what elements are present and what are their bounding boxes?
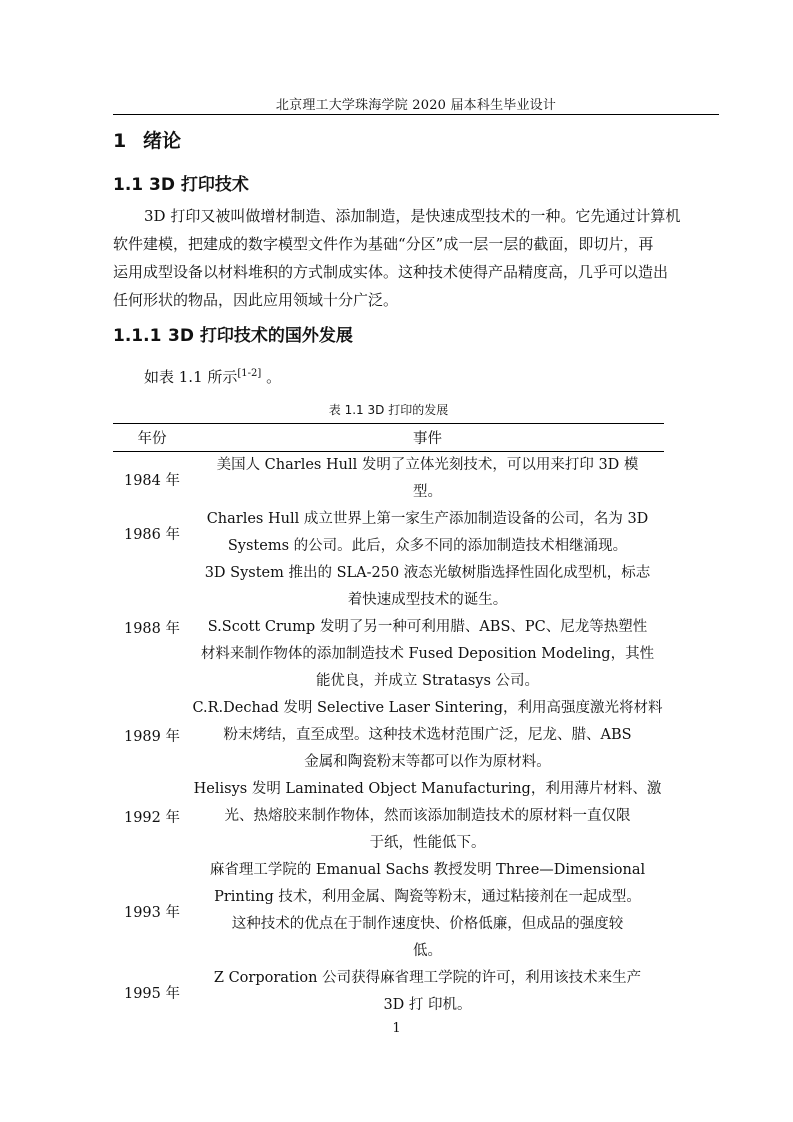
event-line: 3D System 推出的 SLA-250 液态光敏树脂选择性固化成型机，标志 — [204, 565, 651, 581]
event-line: Printing 技术，利用金属、陶瓷等粉末，通过粘接剂在一起成型。 — [214, 889, 641, 905]
header-year: 年份 — [113, 424, 191, 452]
table-row — [113, 965, 664, 1019]
event-cell — [191, 857, 664, 965]
event-line: Z Corporation 公司获得麻省理工学院的许可，利用该技术来生产 — [213, 970, 642, 986]
table-row — [113, 506, 664, 560]
reference-text: 如表 1.1 所示 — [144, 368, 238, 386]
event-cell — [191, 452, 664, 507]
year-cell: 1984 年 — [123, 472, 180, 489]
table-header-row — [113, 424, 664, 452]
reference-suffix: 。 — [261, 368, 282, 386]
year-cell: 1989 年 — [123, 729, 180, 745]
chapter-number: 1 — [113, 130, 127, 152]
event-line: 粉末烤结，直至成型。这种技术选材范围广泛，尼龙、腊、ABS — [223, 727, 632, 743]
event-line: 着快速成型技术的诞生。 — [347, 592, 508, 608]
table-row — [113, 857, 664, 965]
event-line: 3D 打 印机。 — [383, 997, 472, 1013]
running-header: 北京理工大学珠海学院 2020 届本科生毕业设计 — [275, 98, 557, 113]
page-number: 1 — [392, 1021, 401, 1036]
paragraph-line: 3D 打印又被叫做增材制造、添加制造，是快速成型技术的一种。它先通过计算机 — [144, 207, 681, 225]
subsection-heading — [113, 321, 353, 346]
event-line: 光、热熔胶来制作物体，然而该添加制造技术的原材料一直仅限 — [224, 808, 631, 824]
year-cell: 1988 年 — [123, 621, 180, 637]
table-row — [113, 695, 664, 776]
event-cell — [191, 776, 664, 857]
event-cell — [191, 506, 664, 560]
subsection-title: 3D 打印技术的国外发展 — [168, 326, 353, 346]
intro-paragraph — [113, 202, 719, 314]
section-heading: 1.1 3D 打印技术 — [113, 175, 249, 195]
event-line: 麻省理工学院的 Emanual Sachs 教授发明 Three—Dimensional — [209, 862, 646, 878]
event-line: 能优良，并成立 Stratasys 公司。 — [315, 673, 540, 689]
event-line: 型。 — [413, 484, 442, 500]
table-row — [113, 560, 664, 695]
subsection-number: 1.1.1 — [113, 326, 162, 346]
event-line: 美国人 Charles Hull 发明了立体光刻技术，可以用来打印 3D 模 — [216, 457, 639, 473]
chapter-title: 绪论 — [143, 130, 182, 152]
table-row — [113, 452, 664, 507]
event-line: Helisys 发明 Laminated Object Manufacturing，利用薄片材料、激 — [193, 781, 662, 797]
paragraph-line: 运用成型设备以材料堆积的方式制成实体。这种技术使得产品精度高，几乎可以造出 — [113, 263, 669, 281]
table-reference-sentence — [144, 366, 281, 387]
event-line: Systems 的公司。此后，众多不同的添加制造技术相继涌现。 — [227, 538, 628, 554]
event-line: 金属和陶瓷粉末等都可以作为原材料。 — [304, 754, 551, 770]
event-line: 低。 — [413, 943, 442, 959]
chapter-heading — [113, 126, 181, 153]
year-cell: 1992 年 — [123, 810, 180, 826]
table-row — [113, 776, 664, 857]
event-cell — [191, 695, 664, 776]
header-rule — [113, 114, 719, 115]
event-cell — [191, 965, 664, 1019]
year-cell: 1993 年 — [123, 904, 180, 921]
header-event: 事件 — [191, 424, 664, 452]
table-caption: 表 1.1 3D 打印的发展 — [328, 403, 449, 417]
year-cell: 1995 年 — [123, 985, 180, 1002]
event-line: S.Scott Crump 发明了另一种可利用腊、ABS、PC、尼龙等热塑性 — [207, 619, 648, 635]
citation-marker[interactable]: [1-2] — [237, 368, 262, 379]
event-cell — [191, 560, 664, 695]
paragraph-line: 软件建模，把建成的数字模型文件作为基础“分区”成一层一层的截面，即切片，再 — [113, 235, 654, 253]
event-line: Charles Hull 成立世界上第一家生产添加制造设备的公司，名为 3D — [206, 511, 649, 527]
event-line: 于纸，性能低下。 — [369, 835, 486, 851]
events-table — [113, 423, 664, 1019]
event-line: C.R.Dechad 发明 Selective Laser Sintering，利用高强度激光将材料 — [192, 700, 663, 716]
event-line: 材料来制作物体的添加制造技术 Fused Deposition Modeling，其性 — [200, 646, 655, 662]
year-cell: 1986 年 — [123, 526, 180, 543]
event-line: 这种技术的优点在于制作速度快、价格低廉，但成品的强度较 — [231, 916, 624, 932]
paragraph-line: 任何形状的物品，因此应用领域十分广泛。 — [113, 291, 399, 309]
